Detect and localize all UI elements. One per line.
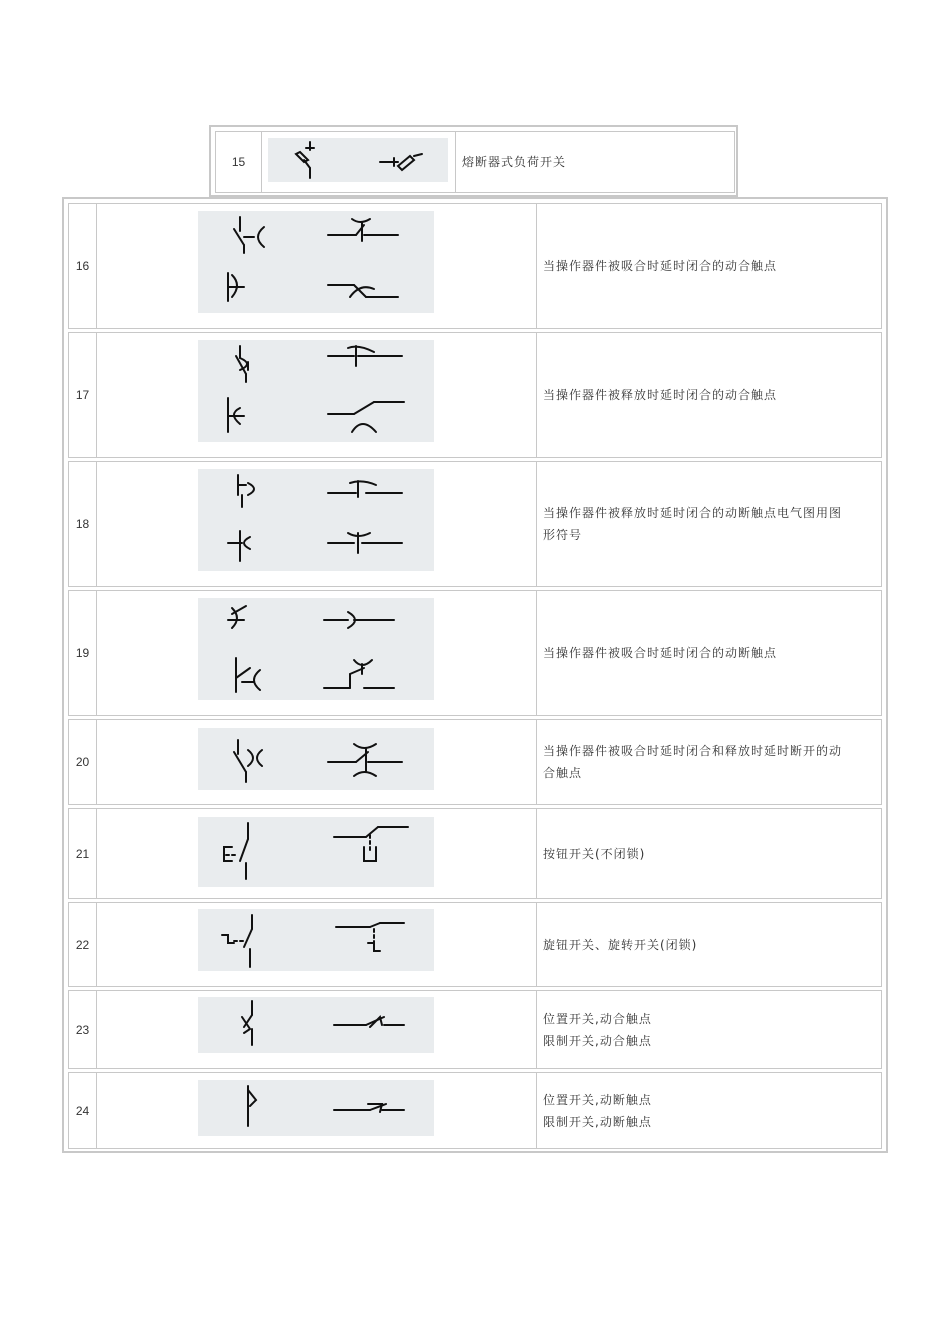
row-number: 21 (75, 846, 90, 861)
main-table (62, 197, 888, 1153)
row-16-description (536, 203, 882, 329)
row-number: 18 (75, 517, 90, 531)
row-18-symbol-cell (96, 461, 537, 587)
row-22-number (68, 902, 97, 987)
description-line: 当操作器件被释放时延时闭合的动合触点 (543, 388, 778, 402)
row-number: 15 (231, 155, 246, 169)
description-line: 旋钮开关、旋转开关(闭锁) (543, 937, 698, 952)
description-line: 限制开关,动合触点 (543, 1033, 652, 1048)
row-19-description (536, 590, 882, 716)
description-line: 限制开关,动断触点 (543, 1114, 652, 1129)
description-line: 当操作器件被吸合时延时闭合的动断触点 (543, 646, 778, 660)
row-23-description (536, 990, 882, 1069)
description-line: 形符号 (543, 528, 583, 542)
rotary-switch-icon (198, 909, 434, 971)
row-15-description (455, 131, 735, 193)
description-line: 合触点 (543, 766, 583, 780)
row-24-symbol-cell (96, 1072, 537, 1149)
description-line: 当操作器件被吸合时延时闭合的动合触点 (543, 259, 778, 273)
row-17-description (536, 332, 882, 458)
description-line: 当操作器件被释放时延时闭合的动断触点电气图用图 (543, 506, 843, 520)
delay-make-and-break-contact-icon (198, 728, 434, 790)
row-20-number (68, 719, 97, 805)
row-number: 23 (75, 1022, 90, 1037)
row-number: 22 (75, 937, 90, 952)
row-24-description (536, 1072, 882, 1149)
row-23-number (68, 990, 97, 1069)
position-switch-break-contact-icon (198, 1080, 434, 1136)
delay-close-on-release-make-contact-icon (198, 340, 434, 442)
row-24-number (68, 1072, 97, 1149)
row-16-number (68, 203, 97, 329)
row-number: 24 (75, 1103, 90, 1118)
push-button-switch-icon (198, 817, 434, 887)
description-line: 位置开关,动合触点 (543, 1011, 652, 1026)
row-19-number (68, 590, 97, 716)
row-18-description (536, 461, 882, 587)
row-20-description (536, 719, 882, 805)
row-number: 17 (75, 388, 90, 402)
row-23-symbol-cell (96, 990, 537, 1069)
row-number: 19 (75, 646, 90, 660)
row-22-symbol-cell (96, 902, 537, 987)
description-line: 当操作器件被吸合时延时闭合和释放时延时断开的动 (543, 744, 843, 758)
position-switch-make-contact-icon (198, 997, 434, 1053)
delay-close-on-energize-make-contact-icon (198, 211, 434, 313)
delay-close-on-release-break-contact-icon (198, 469, 434, 571)
row-17-number (68, 332, 97, 458)
row-21-number (68, 808, 97, 899)
row-16-symbol-cell (96, 203, 537, 329)
row-19-symbol-cell (96, 590, 537, 716)
row-22-description (536, 902, 882, 987)
description-line: 按钮开关(不闭锁) (543, 846, 646, 861)
row-number: 20 (75, 755, 90, 769)
description-line: 位置开关,动断触点 (543, 1092, 652, 1107)
top-table (209, 125, 738, 197)
row-21-description (536, 808, 882, 899)
delay-close-on-energize-break-contact-icon (198, 598, 434, 700)
row-number: 16 (75, 259, 90, 273)
description-line: 熔断器式负荷开关 (462, 155, 567, 169)
row-20-symbol-cell (96, 719, 537, 805)
row-15-number (215, 131, 262, 193)
row-15-symbol-cell (261, 131, 456, 193)
row-17-symbol-cell (96, 332, 537, 458)
row-21-symbol-cell (96, 808, 537, 899)
row-18-number (68, 461, 97, 587)
fuse-load-switch-icon (268, 138, 448, 182)
